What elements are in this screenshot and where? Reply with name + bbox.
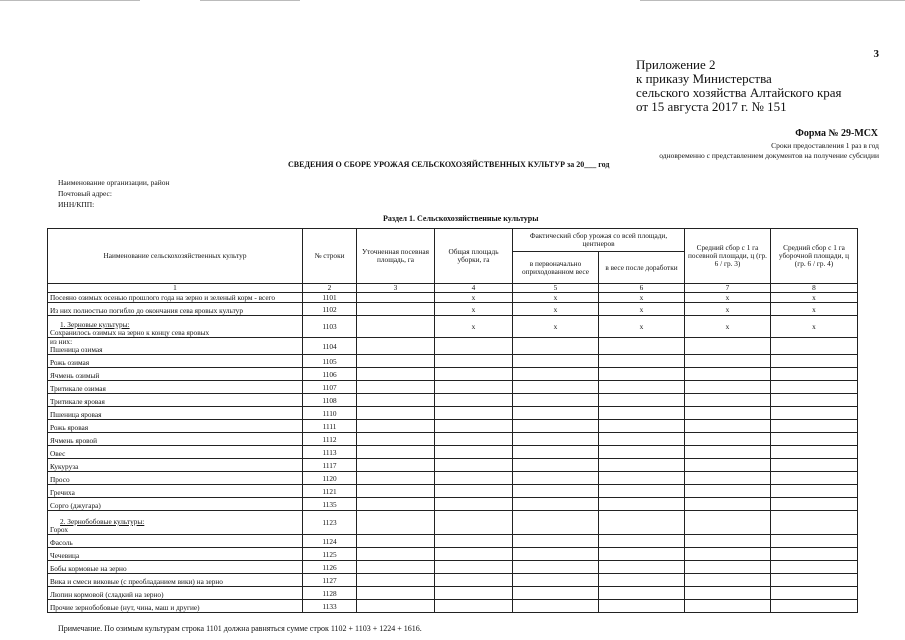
data-cell-c5[interactable] xyxy=(513,459,599,472)
data-cell-c8[interactable] xyxy=(771,381,858,394)
data-cell-c7[interactable] xyxy=(685,433,771,446)
data-cell-c5[interactable] xyxy=(513,498,599,511)
row-code-cell: 1103 xyxy=(303,316,357,338)
row-code-cell: 1117 xyxy=(303,459,357,472)
data-cell-c4[interactable] xyxy=(435,446,513,459)
crop-name: Сорго (джугара) xyxy=(50,501,101,510)
row-code-cell: 1135 xyxy=(303,498,357,511)
header-area: Уточненная посевная площадь, га xyxy=(357,229,435,284)
row-code-cell: 1105 xyxy=(303,355,357,368)
data-cell-c8[interactable] xyxy=(771,472,858,485)
appendix-line-1: Приложение 2 xyxy=(636,57,716,72)
data-cell-c8[interactable] xyxy=(771,420,858,433)
crop-name: Пшеница яровая xyxy=(50,410,102,419)
col-number: 3 xyxy=(357,284,435,293)
data-cell-c5[interactable] xyxy=(513,587,599,600)
data-cell-c8[interactable] xyxy=(771,574,858,587)
data-cell-c6[interactable] xyxy=(599,561,685,574)
data-cell-c6[interactable] xyxy=(599,600,685,613)
row-code-cell: 1106 xyxy=(303,368,357,381)
data-cell-c6[interactable] xyxy=(599,420,685,433)
document-title: СВЕДЕНИЯ О СБОРЕ УРОЖАЯ СЕЛЬСКОХОЗЯЙСТВЕННЫХ КУЛЬТУР за 20___ год xyxy=(288,160,610,169)
data-cell-c4[interactable] xyxy=(435,548,513,561)
row-code-cell: 1123 xyxy=(303,511,357,535)
table-row xyxy=(48,561,858,574)
data-cell-c8[interactable] xyxy=(771,433,858,446)
crop-name: Тритикале яровая xyxy=(50,397,105,406)
table-row xyxy=(48,587,858,600)
header-actual-yield: Фактический сбор урожая со всей площади, центнеров xyxy=(513,229,685,252)
crop-name: Фасоль xyxy=(50,538,73,547)
data-cell-c7[interactable] xyxy=(685,472,771,485)
crop-name-cell xyxy=(48,368,303,381)
header-after-weight: в весе после доработки xyxy=(599,252,685,284)
row-code-cell: 1120 xyxy=(303,472,357,485)
crop-name-cell xyxy=(48,407,303,420)
crop-name-cell xyxy=(48,561,303,574)
crop-name: Рожь яровая xyxy=(50,423,89,432)
table-row xyxy=(48,316,858,338)
data-cell-c4[interactable] xyxy=(435,420,513,433)
data-cell-c7[interactable] xyxy=(685,574,771,587)
data-cell-c6[interactable] xyxy=(599,368,685,381)
data-cell-c8[interactable] xyxy=(771,535,858,548)
data-cell-c5[interactable] xyxy=(513,433,599,446)
data-cell-c3[interactable] xyxy=(357,420,435,433)
data-cell-c8[interactable] xyxy=(771,587,858,600)
data-cell-c8[interactable] xyxy=(771,407,858,420)
data-cell-c4[interactable] xyxy=(435,535,513,548)
row-code-cell: 1101 xyxy=(303,293,357,303)
data-cell-c7[interactable]: x xyxy=(685,316,771,338)
organization-block xyxy=(58,177,169,210)
col-number: 8 xyxy=(771,284,858,293)
data-cell-c3[interactable] xyxy=(357,511,435,535)
data-cell-c7[interactable] xyxy=(685,407,771,420)
data-cell-c7[interactable] xyxy=(685,355,771,368)
data-cell-c5[interactable] xyxy=(513,407,599,420)
data-cell-c3[interactable] xyxy=(357,316,435,338)
appendix-line-4: от 15 августа 2017 г. № 151 xyxy=(636,99,787,114)
data-cell-c4[interactable] xyxy=(435,498,513,511)
crop-name: Кукуруза xyxy=(50,462,79,471)
table-row xyxy=(48,600,858,613)
data-cell-c5[interactable]: x xyxy=(513,293,599,303)
crop-name-cell xyxy=(48,303,303,316)
data-cell-c8[interactable]: x xyxy=(771,303,858,316)
data-cell-c5[interactable] xyxy=(513,574,599,587)
data-cell-c6[interactable] xyxy=(599,407,685,420)
data-cell-c7[interactable] xyxy=(685,420,771,433)
data-cell-c7[interactable] xyxy=(685,485,771,498)
data-cell-c8[interactable]: x xyxy=(771,316,858,338)
data-cell-c8[interactable] xyxy=(771,511,858,535)
column-numbers-row xyxy=(48,284,858,293)
data-cell-c3[interactable] xyxy=(357,407,435,420)
data-cell-c8[interactable] xyxy=(771,498,858,511)
data-cell-c7[interactable] xyxy=(685,381,771,394)
data-cell-c4[interactable] xyxy=(435,381,513,394)
crop-name: Горох xyxy=(50,525,68,534)
data-cell-c6[interactable] xyxy=(599,433,685,446)
table-row xyxy=(48,485,858,498)
row-code-cell: 1126 xyxy=(303,561,357,574)
data-cell-c6[interactable] xyxy=(599,511,685,535)
data-cell-c5[interactable] xyxy=(513,472,599,485)
row-code-cell: 1124 xyxy=(303,535,357,548)
data-cell-c3[interactable] xyxy=(357,433,435,446)
data-cell-c5[interactable] xyxy=(513,548,599,561)
crop-name-cell xyxy=(48,293,303,303)
crop-group-label: 1. Зерновые культуры: xyxy=(60,320,130,329)
row-code-cell: 1125 xyxy=(303,548,357,561)
appendix-line-2: к приказу Министерства xyxy=(636,71,772,86)
table-row xyxy=(48,548,858,561)
col-number: 4 xyxy=(435,284,513,293)
page-number: 3 xyxy=(873,48,879,60)
data-cell-c8[interactable] xyxy=(771,485,858,498)
table-row xyxy=(48,338,858,355)
data-cell-c7[interactable]: x xyxy=(685,303,771,316)
submission-deadline xyxy=(659,141,879,161)
data-cell-c6[interactable] xyxy=(599,548,685,561)
row-code-cell: 1127 xyxy=(303,574,357,587)
org-address-label: Почтовый адрес: xyxy=(58,189,112,198)
data-cell-c6[interactable] xyxy=(599,498,685,511)
data-cell-c5[interactable] xyxy=(513,368,599,381)
crop-name-cell xyxy=(48,420,303,433)
data-cell-c3[interactable] xyxy=(357,303,435,316)
data-cell-c3[interactable] xyxy=(357,600,435,613)
table-row xyxy=(48,498,858,511)
table-row xyxy=(48,446,858,459)
table-row xyxy=(48,459,858,472)
data-cell-c4[interactable] xyxy=(435,511,513,535)
table-row xyxy=(48,433,858,446)
row-code-cell: 1128 xyxy=(303,587,357,600)
data-cell-c3[interactable] xyxy=(357,498,435,511)
table-row xyxy=(48,303,858,316)
crop-name-cell xyxy=(48,485,303,498)
crop-name: Прочие зернобобовые (нут, чина, маш и другие) xyxy=(50,603,200,612)
table-row xyxy=(48,472,858,485)
data-cell-c6[interactable]: x xyxy=(599,316,685,338)
data-cell-c7[interactable] xyxy=(685,548,771,561)
data-cell-c4[interactable]: x xyxy=(435,293,513,303)
data-cell-c4[interactable]: x xyxy=(435,303,513,316)
crop-name: Чечевица xyxy=(50,551,80,560)
crop-name-cell xyxy=(48,381,303,394)
data-cell-c4[interactable] xyxy=(435,459,513,472)
row-code-cell: 1104 xyxy=(303,338,357,355)
data-cell-c7[interactable] xyxy=(685,587,771,600)
crop-name-cell xyxy=(48,548,303,561)
table-row xyxy=(48,574,858,587)
data-cell-c6[interactable] xyxy=(599,446,685,459)
table-row xyxy=(48,293,858,303)
data-cell-c5[interactable]: x xyxy=(513,316,599,338)
header-row-no: № строки xyxy=(303,229,357,284)
crop-name: Посеяно озимых осенью прошлого года на зерно и зеленый корм - всего xyxy=(50,293,276,302)
data-cell-c5[interactable] xyxy=(513,446,599,459)
data-cell-c6[interactable] xyxy=(599,587,685,600)
crop-group-label: из них: xyxy=(50,337,73,346)
data-cell-c8[interactable] xyxy=(771,394,858,407)
data-cell-c8[interactable] xyxy=(771,561,858,574)
crop-name: Ячмень яровой xyxy=(50,436,98,445)
crop-name-cell xyxy=(48,472,303,485)
section-title: Раздел 1. Сельскохозяйственные культуры xyxy=(383,214,539,223)
header-harvest-area: Общая площадь уборки, га xyxy=(435,229,513,284)
crop-name: Просо xyxy=(50,475,70,484)
data-cell-c3[interactable] xyxy=(357,293,435,303)
col-number: 1 xyxy=(48,284,303,293)
data-cell-c3[interactable] xyxy=(357,535,435,548)
data-cell-c4[interactable] xyxy=(435,600,513,613)
data-cell-c7[interactable] xyxy=(685,394,771,407)
data-cell-c5[interactable] xyxy=(513,535,599,548)
data-cell-c5[interactable] xyxy=(513,511,599,535)
crops-table xyxy=(47,228,858,613)
data-cell-c3[interactable] xyxy=(357,459,435,472)
data-cell-c8[interactable] xyxy=(771,600,858,613)
data-cell-c4[interactable] xyxy=(435,433,513,446)
crop-name: Люпин кормовой (сладкий на зерно) xyxy=(50,590,164,599)
col-number: 2 xyxy=(303,284,357,293)
data-cell-c3[interactable] xyxy=(357,394,435,407)
row-code-cell: 1110 xyxy=(303,407,357,420)
crop-name-cell xyxy=(48,498,303,511)
data-cell-c7[interactable] xyxy=(685,561,771,574)
data-cell-c6[interactable]: x xyxy=(599,293,685,303)
header-initial-weight: в первоначально оприходованном весе xyxy=(513,252,599,284)
data-cell-c5[interactable] xyxy=(513,485,599,498)
data-cell-c3[interactable] xyxy=(357,368,435,381)
data-cell-c7[interactable] xyxy=(685,368,771,381)
row-code-cell: 1102 xyxy=(303,303,357,316)
data-cell-c3[interactable] xyxy=(357,485,435,498)
data-cell-c5[interactable] xyxy=(513,600,599,613)
row-code-cell: 1111 xyxy=(303,420,357,433)
data-cell-c3[interactable] xyxy=(357,338,435,355)
data-cell-c6[interactable] xyxy=(599,472,685,485)
crop-name: Рожь озимая xyxy=(50,358,90,367)
header-crop-name: Наименование сельскохозяйственных культур xyxy=(48,229,303,284)
row-code-cell: 1112 xyxy=(303,433,357,446)
table-row xyxy=(48,394,858,407)
data-cell-c6[interactable] xyxy=(599,535,685,548)
data-cell-c7[interactable] xyxy=(685,459,771,472)
org-name-label: Наименование организации, район xyxy=(58,178,170,187)
row-code-cell: 1133 xyxy=(303,600,357,613)
crop-name-cell xyxy=(48,535,303,548)
data-cell-c3[interactable] xyxy=(357,355,435,368)
table-row xyxy=(48,407,858,420)
crop-name-cell xyxy=(48,338,303,355)
data-cell-c4[interactable] xyxy=(435,355,513,368)
top-rule-right xyxy=(640,0,905,1)
crop-name: Гречиха xyxy=(50,488,75,497)
data-cell-c5[interactable] xyxy=(513,561,599,574)
crop-group-label: 2. Зернобобовые культуры: xyxy=(60,517,145,526)
data-cell-c6[interactable] xyxy=(599,338,685,355)
data-cell-c6[interactable] xyxy=(599,459,685,472)
data-cell-c5[interactable]: x xyxy=(513,303,599,316)
col-number: 5 xyxy=(513,284,599,293)
data-cell-c6[interactable] xyxy=(599,485,685,498)
crop-name-cell xyxy=(48,574,303,587)
data-cell-c8[interactable] xyxy=(771,548,858,561)
data-cell-c4[interactable] xyxy=(435,574,513,587)
crop-name: Ячмень озимый xyxy=(50,371,100,380)
data-cell-c5[interactable] xyxy=(513,338,599,355)
data-cell-c5[interactable] xyxy=(513,381,599,394)
data-cell-c7[interactable] xyxy=(685,498,771,511)
data-cell-c4[interactable] xyxy=(435,587,513,600)
data-cell-c4[interactable] xyxy=(435,394,513,407)
data-cell-c6[interactable] xyxy=(599,574,685,587)
data-cell-c8[interactable] xyxy=(771,355,858,368)
data-cell-c4[interactable] xyxy=(435,407,513,420)
data-cell-c6[interactable] xyxy=(599,394,685,407)
row-code-cell: 1113 xyxy=(303,446,357,459)
crop-name-cell xyxy=(48,355,303,368)
data-cell-c6[interactable] xyxy=(599,381,685,394)
crop-name-cell xyxy=(48,433,303,446)
crop-name-cell xyxy=(48,316,303,338)
data-cell-c6[interactable]: x xyxy=(599,303,685,316)
row-code-cell: 1108 xyxy=(303,394,357,407)
table-row xyxy=(48,368,858,381)
deadline-line-2: одновременно с представлением документов на получение субсидии xyxy=(659,151,879,160)
form-number: Форма № 29-МСХ xyxy=(795,128,878,139)
data-cell-c5[interactable] xyxy=(513,394,599,407)
crop-name: Овес xyxy=(50,449,66,458)
crop-name-cell xyxy=(48,394,303,407)
crop-name: Вика и смеси виковые (с преобладанием вики) на зерно xyxy=(50,577,223,586)
data-cell-c7[interactable] xyxy=(685,446,771,459)
header-avg-harvest: Средний сбор с 1 га уборочной площади, ц (гр. 6 / гр. 4) xyxy=(771,229,858,284)
data-cell-c3[interactable] xyxy=(357,548,435,561)
crop-name: Пшеница озимая xyxy=(50,345,103,354)
table-row xyxy=(48,535,858,548)
data-cell-c8[interactable]: x xyxy=(771,293,858,303)
data-cell-c3[interactable] xyxy=(357,574,435,587)
data-cell-c8[interactable] xyxy=(771,446,858,459)
appendix-line-3: сельского хозяйства Алтайского края xyxy=(636,85,842,100)
data-cell-c8[interactable] xyxy=(771,338,858,355)
row-code-cell: 1121 xyxy=(303,485,357,498)
data-cell-c7[interactable] xyxy=(685,535,771,548)
crop-name-cell xyxy=(48,459,303,472)
col-number: 7 xyxy=(685,284,771,293)
data-cell-c6[interactable] xyxy=(599,355,685,368)
table-note: Примечание. По озимым культурам строка 1101 должна равняться сумме строк 1102 + 1103 + 1224 + 1616. xyxy=(58,624,422,633)
data-cell-c4[interactable] xyxy=(435,561,513,574)
crop-name: Из них полностью погибло до окончания сева яровых культур xyxy=(50,306,243,315)
org-inn-label: ИНН/КПП: xyxy=(58,200,95,209)
top-rule-mid xyxy=(200,0,300,1)
table-row xyxy=(48,420,858,433)
data-cell-c3[interactable] xyxy=(357,587,435,600)
header-avg-sown: Средний сбор с 1 га посевной площади, ц (гр. 6 / гр. 3) xyxy=(685,229,771,284)
data-cell-c8[interactable] xyxy=(771,368,858,381)
crop-name-cell xyxy=(48,446,303,459)
crop-name: Сохранилось озимых на зерно к концу сева яровых xyxy=(50,328,210,337)
data-cell-c7[interactable]: x xyxy=(685,293,771,303)
data-cell-c4[interactable] xyxy=(435,338,513,355)
data-cell-c8[interactable] xyxy=(771,459,858,472)
crop-name-cell xyxy=(48,511,303,535)
col-number: 6 xyxy=(599,284,685,293)
crop-name: Тритикале озимая xyxy=(50,384,106,393)
data-cell-c7[interactable] xyxy=(685,338,771,355)
data-cell-c4[interactable] xyxy=(435,368,513,381)
crop-name-cell xyxy=(48,600,303,613)
row-code-cell: 1107 xyxy=(303,381,357,394)
data-cell-c7[interactable] xyxy=(685,600,771,613)
data-cell-c4[interactable] xyxy=(435,485,513,498)
table-row xyxy=(48,355,858,368)
data-cell-c5[interactable] xyxy=(513,355,599,368)
table-row xyxy=(48,511,858,535)
crop-name: Бобы кормовые на зерно xyxy=(50,564,127,573)
data-cell-c5[interactable] xyxy=(513,420,599,433)
data-cell-c3[interactable] xyxy=(357,472,435,485)
data-cell-c3[interactable] xyxy=(357,561,435,574)
data-cell-c7[interactable] xyxy=(685,511,771,535)
table-row xyxy=(48,381,858,394)
appendix-block xyxy=(636,58,842,114)
data-cell-c4[interactable]: x xyxy=(435,316,513,338)
data-cell-c4[interactable] xyxy=(435,472,513,485)
crop-name-cell xyxy=(48,587,303,600)
data-cell-c3[interactable] xyxy=(357,446,435,459)
data-cell-c3[interactable] xyxy=(357,381,435,394)
deadline-line-1: Сроки предоставления 1 раз в год xyxy=(771,141,879,150)
top-rule-left xyxy=(0,0,140,1)
